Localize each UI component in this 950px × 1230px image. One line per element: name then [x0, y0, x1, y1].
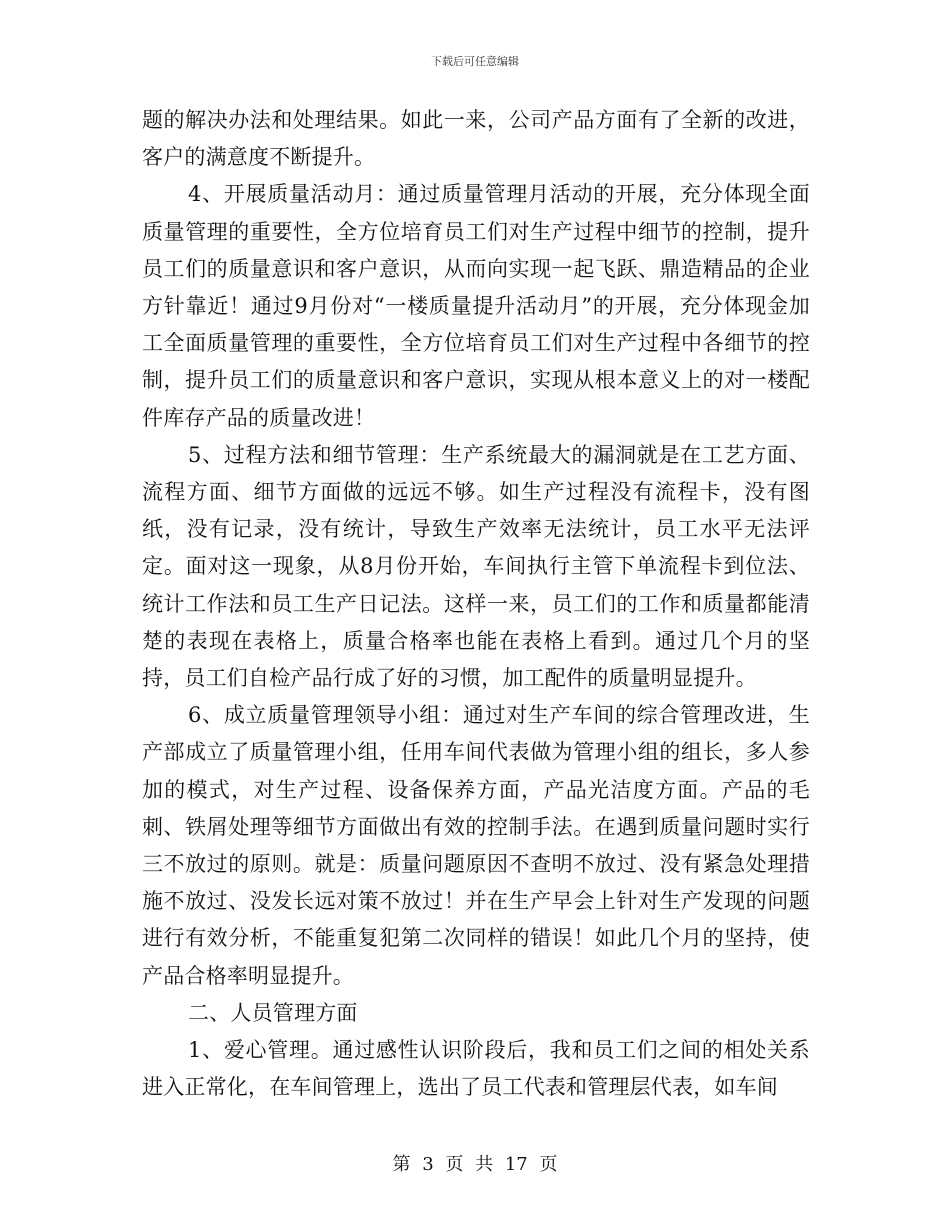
paragraph-care-management: 1、爱心管理。通过感性认识阶段后，我和员工们之间的相处关系进入正常化，在车间管理上，选出了员工代表和管理层代表，如车间	[142, 1038, 810, 1100]
page-number-footer: 第 3 页 共 17 页	[392, 1154, 558, 1175]
paragraph-continuation: 题的解决办法和处理结果。如此一来，公司产品方面有了全新的改进，客户的满意度不断提升。	[142, 108, 810, 170]
paragraph-process-detail-management: 5、过程方法和细节管理：生产系统最大的漏洞就是在工艺方面、流程方面、细节方面做的远远不够。如生产过程没有流程卡，没有图纸，没有记录，没有统计，导致生产效率无法统计，员工水平无法评定。面对这一现象，从8月份开始，车间执行主管下单流程卡到位法、统计工作法和员工生产日记法。这样一来，员工们的工作和质量都能清楚的表现在表格上，质量合格率也能在表格上看到。通过几个月的坚持，员工们自检产品行成了好的习惯，加工配件的质量明显提升。	[142, 442, 810, 691]
page-header: 下载后可任意编辑	[431, 55, 519, 68]
paragraph-quality-activity-month: 4、开展质量活动月：通过质量管理月活动的开展，充分体现全面质量管理的重要性，全方位培育员工们对生产过程中细节的控制，提升员工们的质量意识和客户意识，从而向实现一起飞跃、鼎造精品的企业方针靠近！通过9月份对“一楼质量提升活动月”的开展，充分体现金加工全面质量管理的重要性，全方位培育员工们对生产过程中各细节的控制，提升员工们的质量意识和客户意识，实现从根本意义上的对一楼配件库存产品的质量改进！	[142, 182, 810, 430]
section-heading-personnel-management: 二、人员管理方面	[188, 1000, 358, 1025]
document-body	[142, 102, 810, 1106]
paragraph-quality-leadership-group: 6、成立质量管理领导小组：通过对生产车间的综合管理改进，生产部成立了质量管理小组，任用车间代表做为管理小组的组长，多人参加的模式，对生产过程、设备保养方面，产品光洁度方面。产品的毛刺、铁屑处理等细节方面做出有效的控制手法。在遇到质量问题时实行三不放过的原则。就是：质量问题原因不查明不放过、没有紧急处理措施不放过、没发长远对策不放过！并在生产早会上针对生产发现的问题进行有效分析，不能重复犯第二次同样的错误！如此几个月的坚持，使产品合格率明显提升。	[142, 703, 810, 988]
